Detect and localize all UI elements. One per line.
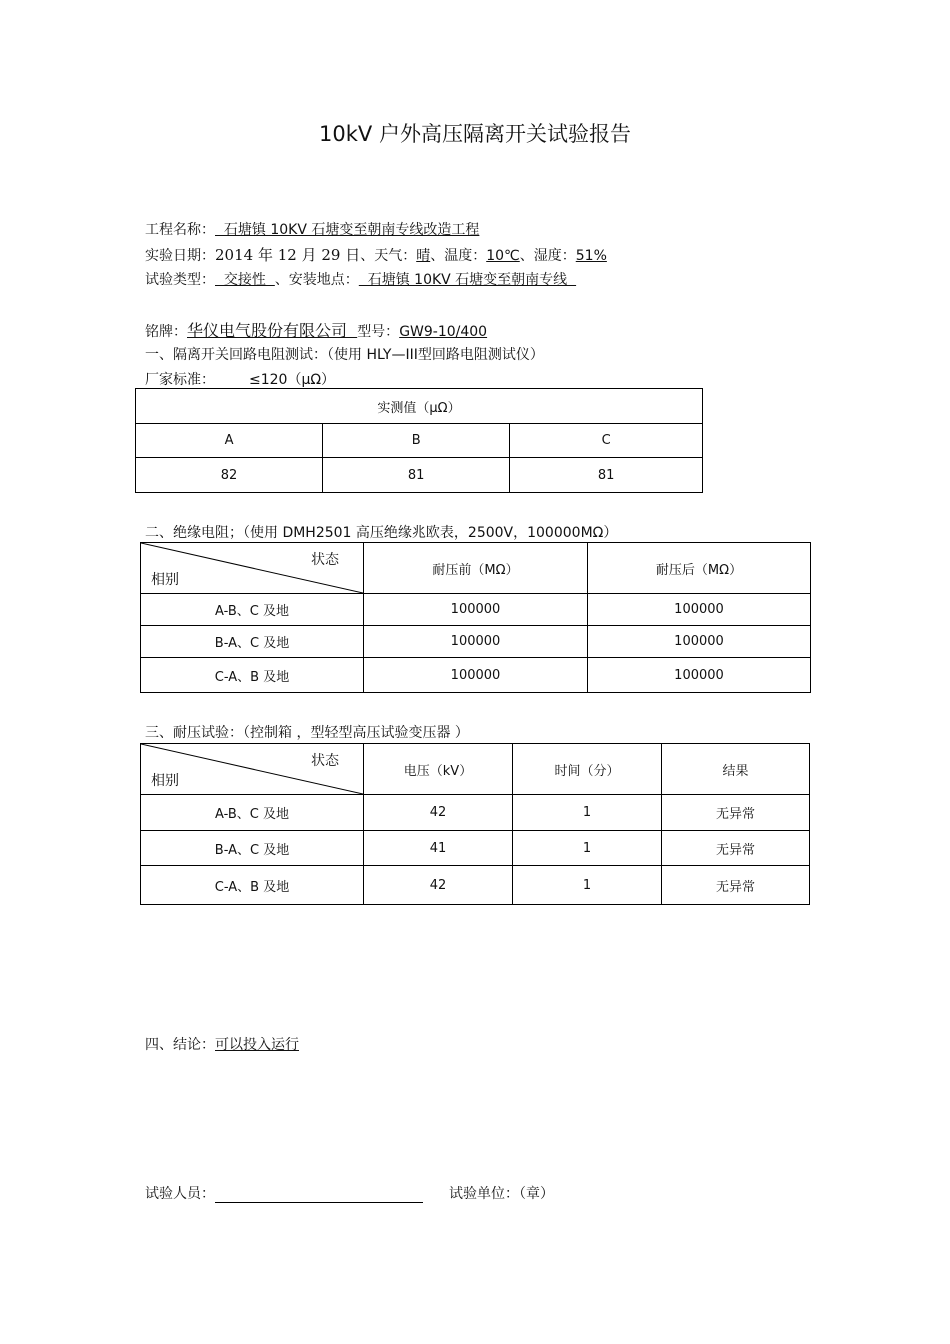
section1-heading: 一、隔离开关回路电阻测试：（使用 HLY—III型回路电阻测试仪） [145,347,544,363]
diag-phase-label: 相别 [151,572,179,588]
project-label: 工程名称： [145,222,215,238]
row-phase: C-A、B 及地 [141,658,364,693]
row-voltage: 41 [364,831,513,866]
unit-label: 试验单位：（章） [449,1186,554,1202]
col-a: A [136,424,323,458]
col-result: 结果 [662,744,810,795]
row-after: 100000 [588,658,811,693]
tester-signature-field[interactable] [215,1187,423,1203]
standard-value: ≤120（μΩ） [249,372,336,388]
row-before: 100000 [364,626,588,658]
diag-state-label: 状态 [311,552,339,568]
row-phase: A-B、C 及地 [141,795,364,831]
diag-state-label: 状态 [311,753,339,769]
row-voltage: 42 [364,866,513,905]
tester-label: 试验人员： [145,1186,215,1202]
humidity-label: 、湿度： [519,248,576,264]
row-phase: A-B、C 及地 [141,594,364,626]
type-line [145,269,576,289]
date-label: 实验日期： [145,248,215,264]
resistance-table [135,388,703,493]
report-title: 10kV 户外高压隔离开关试验报告 [319,122,631,146]
table-row [141,795,810,831]
row-phase: B-A、C 及地 [141,831,364,866]
type-label: 试验类型： [145,272,215,288]
temp-value: 10℃ [486,248,520,264]
row-before: 100000 [364,658,588,693]
withstand-table [140,743,810,905]
row-result: 无异常 [662,831,810,866]
conclusion-label: 四、结论： [145,1037,215,1053]
row-time: 1 [513,795,662,831]
withstand-diag-header [141,744,364,795]
temp-label: 、温度： [430,248,487,264]
table-row [141,831,810,866]
resistance-header: 实测值（μΩ） [136,389,703,424]
date-line [145,244,607,265]
col-time: 时间（分） [513,744,662,795]
row-result: 无异常 [662,795,810,831]
model-label: 型号： [357,324,400,340]
install-location: 石塘镇 10KV 石塘变至朝南专线 [358,272,577,288]
row-after: 100000 [588,626,811,658]
row-before: 100000 [364,594,588,626]
row-result: 无异常 [662,866,810,905]
col-before: 耐压前（MΩ） [364,543,588,594]
section2-heading: 二、绝缘电阻；（使用 DMH2501 高压绝缘兆欧表，2500V，100000MΩ） [145,525,618,541]
model-value: GW9-10/400 [399,324,488,340]
table-row [141,658,811,693]
brand-line [145,318,487,341]
brand-label: 铭牌： [145,324,187,340]
conclusion-value: 可以投入运行 [215,1037,299,1053]
row-phase: B-A、C 及地 [141,626,364,658]
location-label: 、安装地点： [274,272,359,288]
value-a: 82 [136,458,323,493]
standard-line [145,369,335,389]
weather-value: 晴 [416,248,431,264]
brand-value: 华仪电气股份有限公司 [187,321,358,340]
conclusion-line [145,1034,299,1054]
value-b: 81 [323,458,510,493]
section3-heading: 三、耐压试验：（控制箱 ，型轻型高压试验变压器 ） [145,725,469,741]
col-c: C [510,424,703,458]
col-after: 耐压后（MΩ） [588,543,811,594]
test-date: 2014 年 12 月 29 日 [215,246,361,264]
project-line [145,219,479,239]
row-phase: C-A、B 及地 [141,866,364,905]
humidity-value: 51% [575,248,607,264]
row-time: 1 [513,831,662,866]
row-after: 100000 [588,594,811,626]
col-voltage: 电压（kV） [364,744,513,795]
table-row [141,626,811,658]
row-voltage: 42 [364,795,513,831]
test-type: 交接性 [215,272,275,288]
table-row [141,594,811,626]
footer-line [145,1183,554,1203]
row-time: 1 [513,866,662,905]
value-c: 81 [510,458,703,493]
project-name: 石塘镇 10KV 石塘变至朝南专线改造工程 [215,222,480,238]
weather-label: 、天气： [360,248,417,264]
diag-phase-label: 相别 [151,773,179,789]
standard-label: 厂家标准： [145,372,215,388]
col-b: B [323,424,510,458]
insulation-diag-header [141,543,364,594]
insulation-table [140,542,811,693]
table-row [141,866,810,905]
